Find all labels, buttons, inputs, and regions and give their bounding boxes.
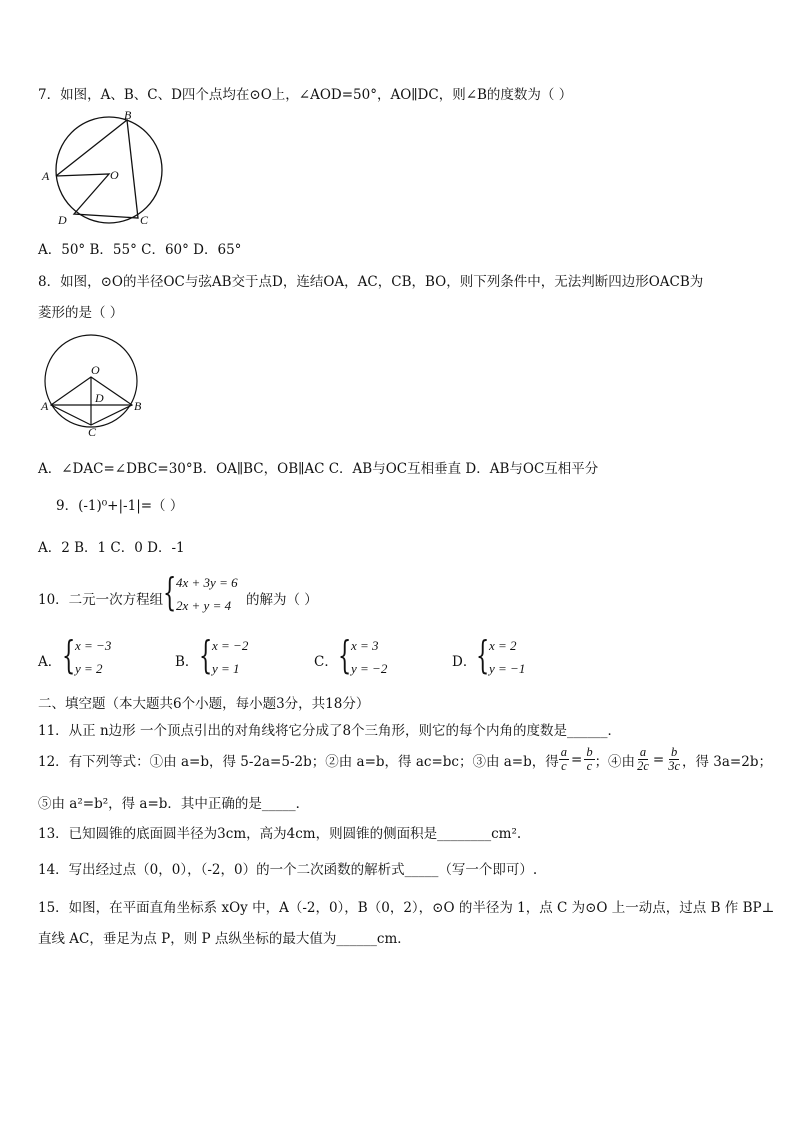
q7-label-b: B bbox=[124, 108, 132, 122]
q10-option-d-y: y = −1 bbox=[489, 661, 526, 676]
q10-brace: { bbox=[163, 570, 177, 614]
q7-label-c: C bbox=[140, 213, 149, 227]
q12-f3-den: 2c bbox=[637, 759, 649, 774]
q7-circle bbox=[56, 117, 162, 223]
q12-part3: ，得 3a=2b； bbox=[682, 753, 772, 770]
q8-label-b: B bbox=[134, 399, 142, 413]
q10-option-a-label: A． bbox=[38, 654, 62, 670]
q12-f4-den: 3c bbox=[668, 759, 680, 774]
q7-label-a: A bbox=[42, 169, 50, 183]
q8-circle-figure bbox=[38, 328, 148, 443]
q10-option-b-y: y = 1 bbox=[212, 661, 240, 676]
q12-line2: ⑤由 a²=b²，得 a=b．其中正确的是_____． bbox=[38, 796, 310, 812]
q10-option-b-brace: { bbox=[199, 633, 213, 677]
q8-stem-line2: 菱形的是（ ） bbox=[38, 305, 124, 321]
q12-part1: 12．有下列等式：①由 a=b，得 5-2a=5-2b；②由 a=b，得 ac=bc；③由 a=b，得 bbox=[38, 753, 559, 770]
q7-stem: 7．如图，A、B、C、D四个点均在⊙O上，∠AOD=50°，AO∥DC，则∠B的度数为（ ） bbox=[38, 87, 573, 103]
q10-eq2: 2x + y = 4 bbox=[176, 598, 232, 613]
q7-label-o: O bbox=[110, 168, 119, 182]
q10-option-c-y: y = −2 bbox=[351, 661, 388, 676]
q10-prefix: 10．二元一次方程组 bbox=[38, 592, 164, 608]
q7-options: A．50° B．55° C．60° D．65° bbox=[38, 242, 242, 258]
q12-f4-num: b bbox=[670, 745, 678, 759]
q10-option-b-x: x = −2 bbox=[212, 638, 249, 653]
q12-equals-1: = bbox=[571, 751, 583, 768]
q8-stem-line1: 8．如图，⊙O的半径OC与弦AB交于点D，连结OA，AC，CB，BO，则下列条件中，无法判断四边形OACB为 bbox=[38, 274, 704, 290]
q7-label-d: D bbox=[58, 213, 67, 227]
q8-label-a: A bbox=[41, 399, 49, 413]
q10-option-a-y: y = 2 bbox=[75, 661, 103, 676]
q12-fraction-a-over-2c bbox=[635, 746, 651, 773]
q10-option-d-brace: { bbox=[476, 633, 490, 677]
q12-part2: ；④由 bbox=[594, 753, 636, 770]
q12-f1-num: a bbox=[560, 745, 567, 759]
section-2-heading: 二、填空题（本大题共6个小题，每小题3分，共18分） bbox=[38, 696, 370, 712]
q10-option-a-brace: { bbox=[62, 633, 76, 677]
q10-option-c-label: C． bbox=[314, 654, 338, 670]
q12-f3-num: a bbox=[639, 745, 647, 759]
q8-label-d: D bbox=[95, 391, 104, 405]
q11-stem: 11．从正 n边形 一个顶点引出的对角线将它分成了8个三角形，则它的每个内角的度数是______． bbox=[38, 723, 622, 739]
q10-suffix: 的解为（ ） bbox=[246, 592, 318, 608]
q10-eq1: 4x + 3y = 6 bbox=[176, 575, 238, 590]
q9-stem: 9．(-1)⁰+|-1|=（ ） bbox=[56, 498, 184, 514]
q15-stem-line2: 直线 AC，垂足为点 P，则 P 点纵坐标的最大值为______cm． bbox=[38, 931, 411, 947]
q8-options: A．∠DAC=∠DBC=30°B．OA∥BC，OB∥AC C．AB与OC互相垂直 D．AB与OC互相平分 bbox=[38, 461, 599, 477]
q7-circle-figure bbox=[38, 108, 168, 228]
q10-option-c-brace: { bbox=[338, 633, 352, 677]
q9-options: A．2 B．1 C．0 D．-1 bbox=[38, 540, 185, 556]
q15-stem-line1: 15．如图，在平面直角坐标系 xOy 中，A（-2，0），B（0，2），⊙O 的半径为 1，点 C 为⊙O 上一动点，过点 B 作 BP⊥ bbox=[38, 900, 775, 916]
q12-line1 bbox=[38, 746, 772, 773]
q10-option-a-x: x = −3 bbox=[75, 638, 112, 653]
q12-f1-den: c bbox=[561, 759, 567, 774]
q12-fraction-b-over-c bbox=[584, 746, 594, 773]
q13-stem: 13．已知圆锥的底面圆半径为3cm，高为4cm，则圆锥的侧面积是________cm². bbox=[38, 826, 522, 842]
q12-fraction-a-over-c bbox=[559, 746, 569, 773]
q8-label-o: O bbox=[91, 363, 100, 377]
q12-f2-den: c bbox=[586, 759, 593, 774]
q12-equals-2: = bbox=[652, 751, 665, 768]
q14-stem: 14．写出经过点（0，0），（-2，0）的一个二次函数的解析式_____（写一个即可）. bbox=[38, 862, 538, 878]
q10-option-d-x: x = 2 bbox=[489, 638, 517, 653]
q12-f2-num: b bbox=[586, 745, 593, 759]
q10-option-d-label: D． bbox=[452, 654, 477, 670]
q8-label-c: C bbox=[88, 425, 97, 439]
q10-option-c-x: x = 3 bbox=[351, 638, 379, 653]
q12-fraction-b-over-3c bbox=[666, 746, 682, 773]
q10-option-b-label: B． bbox=[175, 654, 199, 670]
